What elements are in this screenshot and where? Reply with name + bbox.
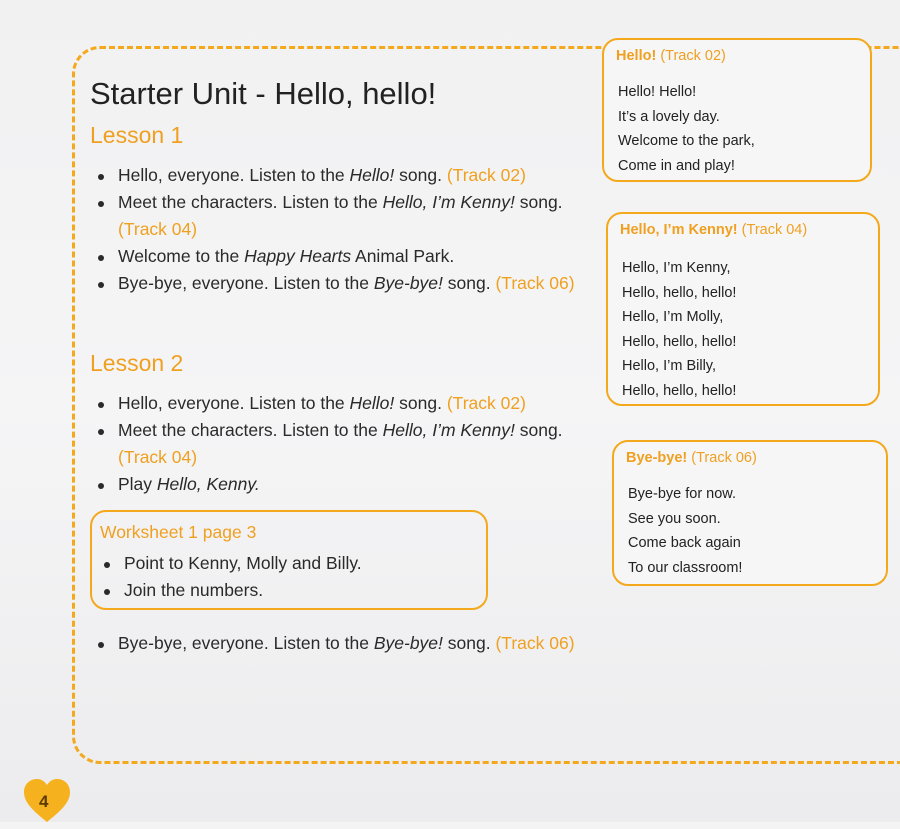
lyric-line: Come in and play! xyxy=(618,157,735,174)
song-box-hello xyxy=(602,38,872,182)
page-title: Starter Unit - Hello, hello! xyxy=(90,76,437,111)
page-number: 4 xyxy=(39,792,49,811)
track-label: (Track 06) xyxy=(495,633,575,653)
lyric-line: Hello, I’m Billy, xyxy=(622,358,716,374)
list-item: Hello, everyone. Listen to the Hello! song. (Track 02) xyxy=(96,162,575,189)
lesson-1-list xyxy=(96,162,575,297)
lesson-2-final-list xyxy=(96,630,575,657)
lyric-line: Bye-bye for now. xyxy=(628,486,736,502)
list-item: Play Hello, Kenny. xyxy=(96,471,563,498)
song-title: Bye-bye! (Track 06) xyxy=(626,450,757,466)
lyric-line: To our classroom! xyxy=(628,559,743,576)
lyric-line: Hello, I’m Molly, xyxy=(622,309,724,325)
lyric-line: Hello, hello, hello! xyxy=(622,382,737,399)
lyric-line: Hello, I’m Kenny, xyxy=(622,260,731,276)
track-label: (Track 02) xyxy=(446,165,526,185)
worksheet-list xyxy=(102,550,362,604)
list-item: Join the numbers. xyxy=(102,577,362,604)
lyric-line: Welcome to the park, xyxy=(618,133,755,149)
list-item: Meet the characters. Listen to the Hello, I’m Kenny! song. (Track 04) xyxy=(96,189,575,243)
list-item: Welcome to the Happy Hearts Animal Park. xyxy=(96,243,575,270)
worksheet-title: Worksheet 1 page 3 xyxy=(100,522,257,542)
lesson-1-heading: Lesson 1 xyxy=(90,122,184,148)
lyric-line: See you soon. xyxy=(628,510,721,527)
lyric-line: Hello, hello, hello! xyxy=(622,284,737,301)
lesson-2-list xyxy=(96,390,563,498)
list-item: Bye-bye, everyone. Listen to the Bye-bye! song. (Track 06) xyxy=(96,630,575,657)
track-label: (Track 02) xyxy=(446,393,526,413)
song-box-hello-im-kenny xyxy=(606,212,880,406)
lyric-line: It’s a lovely day. xyxy=(618,108,720,125)
song-lyrics xyxy=(628,482,742,580)
song-title: Hello, I’m Kenny! (Track 04) xyxy=(620,222,808,238)
song-lyrics xyxy=(618,80,755,178)
lyric-line: Hello! Hello! xyxy=(618,84,697,100)
track-label: (Track 04) xyxy=(118,447,198,467)
list-item: Bye-bye, everyone. Listen to the Bye-bye! song. (Track 06) xyxy=(96,270,575,297)
song-box-bye-bye xyxy=(612,440,888,586)
song-title: Hello! (Track 02) xyxy=(616,48,726,64)
list-item: Hello, everyone. Listen to the Hello! song. (Track 02) xyxy=(96,390,563,417)
lyric-line: Hello, hello, hello! xyxy=(622,333,737,350)
lesson-2-heading: Lesson 2 xyxy=(90,350,184,376)
page-number-badge xyxy=(22,778,72,824)
list-item: Point to Kenny, Molly and Billy. xyxy=(102,550,362,577)
track-label: (Track 06) xyxy=(495,273,575,293)
lyric-line: Come back again xyxy=(628,535,741,551)
track-label: (Track 04) xyxy=(118,219,198,239)
list-item: Meet the characters. Listen to the Hello, I’m Kenny! song. (Track 04) xyxy=(96,417,563,471)
song-lyrics xyxy=(622,256,736,403)
worksheet-box xyxy=(90,510,488,610)
